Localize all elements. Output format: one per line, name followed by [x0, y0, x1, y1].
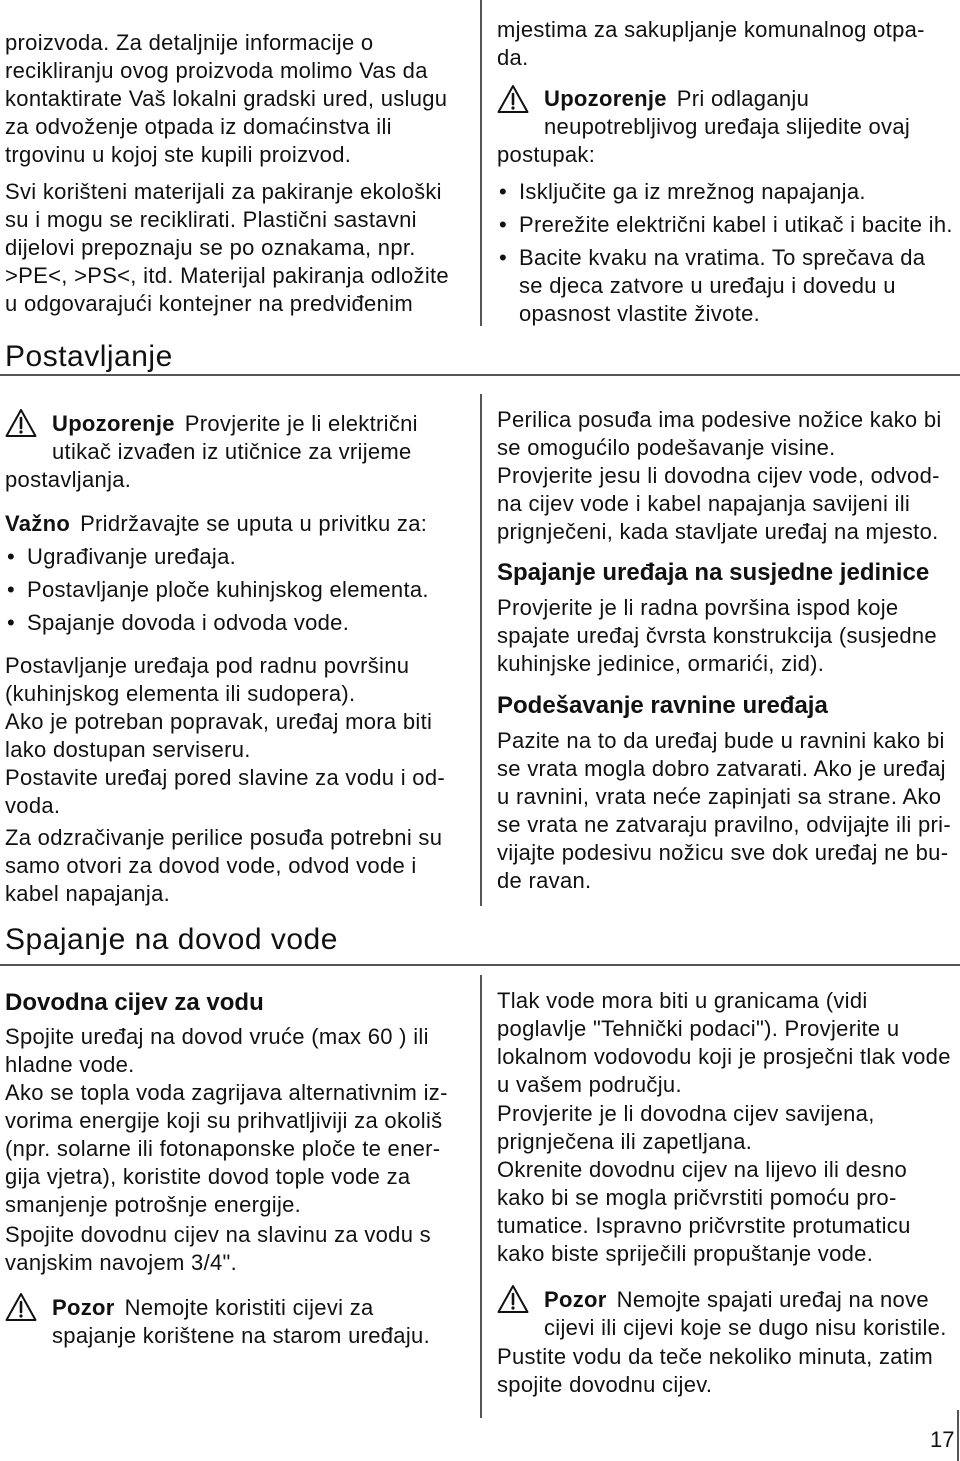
section-rule: [0, 964, 960, 966]
warning-label: Upozorenje: [52, 411, 175, 436]
text-line: lokalnom vodovodu koji je prosječni tlak vode: [497, 1044, 951, 1069]
text-line: mjestima za sakupljanje komunalnog otpa-: [497, 17, 925, 42]
text-line: vorima energije koji su prihvatljiviji za okoliš: [5, 1108, 443, 1133]
text-line: prignječena ili zapetljana.: [497, 1129, 753, 1154]
section-title-water-inlet: Spajanje na dovod vode: [5, 923, 338, 956]
text-line: trgovinu u kojoj ste kupili proizvod.: [5, 142, 352, 167]
text-line: postavljanja.: [5, 467, 132, 492]
subsection-title-leveling: Podešavanje ravnine uređaja: [497, 692, 828, 719]
caution-label: Pozor: [544, 1287, 607, 1312]
text-line: proizvoda. Za detaljnije informacije o: [5, 30, 374, 55]
text-line: Provjerite jesu li dovodna cijev vode, odvod-: [497, 463, 940, 488]
warning-text: Pri odlaganju: [676, 86, 810, 111]
list-item: [5, 543, 429, 571]
disposal-steps-list: [497, 178, 953, 328]
text-line: (kuhinjskog elementa ili sudopera).: [5, 681, 356, 706]
caution-label: Pozor: [52, 1295, 115, 1320]
important-text: Pridržavajte se uputa u privitku za:: [80, 511, 428, 536]
warning-label: Upozorenje: [544, 86, 667, 111]
text-line: (npr. solarne ili fotonaponske ploče te ener-: [5, 1136, 441, 1161]
text-line: kabel napajanja.: [5, 881, 171, 906]
text-line: tumatice. Ispravno pričvrstite protumaticu: [497, 1213, 911, 1238]
text-line: za odvoženje otpada iz domaćinstva ili: [5, 114, 392, 139]
text-line: Spojite uređaj na dovod vruće (max 60 ) ili: [5, 1024, 429, 1049]
text-line: prignječeni, kada stavljate uređaj na mjesto.: [497, 519, 939, 544]
text-line: recikliranju ovog proizvoda molimo Vas da: [5, 58, 428, 83]
text-line: na cijev vode i kabel napajanja savijeni ili: [497, 491, 911, 516]
caution-old-hoses: [5, 1294, 430, 1350]
page-edge-rule: [957, 1410, 959, 1461]
column-divider: [480, 394, 482, 906]
column-divider: [480, 0, 482, 326]
list-item: [5, 609, 429, 637]
packaging-paragraph-continued: [497, 16, 925, 72]
section-title-installation: Postavljanje: [5, 340, 173, 373]
text-line: Pazite na to da uređaj bude u ravnini kako bi: [497, 728, 945, 753]
subsection-title-adjacent-units: Spajanje uređaja na susjedne jedinice: [497, 559, 930, 586]
text-line: Pustite vodu da teče nekoliko minuta, zatim: [497, 1344, 934, 1369]
recycling-paragraph: [5, 29, 447, 169]
bullet-glyph: •: [7, 544, 16, 569]
text-line: >PE<, >PS<, itd. Materijal pakiranja odložite: [5, 263, 449, 288]
section-rule: [0, 374, 960, 376]
caution-text: Nemojte spajati uređaj na nove: [616, 1287, 929, 1312]
bullet-glyph: •: [499, 212, 508, 237]
bullet-glyph: •: [7, 577, 16, 602]
page-number: 17: [930, 1427, 955, 1452]
list-item: [497, 178, 953, 206]
list-item-text: Ugrađivanje uređaja.: [27, 544, 237, 569]
list-item-text: Spajanje dovoda i odvoda vode.: [27, 610, 350, 635]
text-line: neupotrebljivog uređaja slijedite ovaj: [544, 114, 911, 139]
text-line: spajanje korištene na starom uređaju.: [52, 1323, 430, 1348]
text-line: hladne vode.: [5, 1052, 135, 1077]
text-line: poglavlje "Tehnički podaci"). Provjerite u: [497, 1016, 900, 1041]
caution-first-line: [5, 1294, 430, 1322]
kink-check-paragraph: [497, 1100, 875, 1156]
warning-first-line: [5, 410, 418, 438]
text-line: kako bi se mogla pričvrstiti pomoću pro-: [497, 1185, 897, 1210]
column-divider: [480, 975, 482, 1418]
text-line: Spojite dovodnu cijev na slavinu za vodu s: [5, 1222, 431, 1247]
locknut-paragraph: [497, 1156, 911, 1268]
adjustable-feet-paragraph: [497, 406, 942, 462]
list-item-text: opasnost vlastite živote.: [519, 301, 761, 326]
text-line: postupak:: [497, 142, 596, 167]
packaging-paragraph: [5, 178, 449, 318]
text-line: kontaktirate Vaš lokalni gradski ured, uslugu: [5, 86, 448, 111]
text-line: se omogućilo podešavanje visine.: [497, 435, 836, 460]
under-worktop-paragraph: [5, 652, 409, 708]
text-line: Ako je potreban popravak, uređaj mora biti: [5, 709, 433, 734]
text-line: smanjenje potrošnje energije.: [5, 1192, 302, 1217]
text-line: u ravnini, vrata neće zapinjati sa strane. Ako: [497, 784, 942, 809]
warning-text: Provjerite je li električni: [184, 411, 418, 436]
text-line: kuhinjske jedinice, ormarići, zid).: [497, 651, 825, 676]
disposal-warning: [497, 85, 910, 169]
near-tap-paragraph: [5, 764, 445, 820]
list-item: [497, 211, 953, 239]
list-item-text: Prerežite električni kabel i utikač i bacite ih.: [519, 212, 953, 237]
flush-paragraph: [497, 1343, 933, 1399]
bullet-glyph: •: [499, 179, 508, 204]
text-line: se vrata mogla dobro zatvarati. Ako je uređaj: [497, 756, 946, 781]
text-line: Postavite uređaj pored slavine za vodu i od-: [5, 765, 446, 790]
tap-thread-paragraph: [5, 1221, 431, 1277]
text-line: Postavljanje uređaja pod radnu površinu: [5, 653, 410, 678]
text-line: voda.: [5, 793, 61, 818]
caution-first-line: [497, 1286, 947, 1314]
text-line: u odgovarajući kontejner na predviđenim: [5, 291, 413, 316]
bullet-glyph: •: [7, 610, 16, 635]
text-line: vijajte podesivu nožicu sve dok uređaj ne bu-: [497, 840, 949, 865]
supply-paragraph: [5, 1023, 429, 1079]
important-list: [5, 543, 429, 642]
list-item-continuation: [497, 300, 953, 328]
text-line: Tlak vode mora biti u granicama (vidi: [497, 988, 868, 1013]
list-item-text: Isključite ga iz mrežnog napajanja.: [519, 179, 866, 204]
list-item: [5, 576, 429, 604]
text-line: Provjerite je li radna površina ispod koje: [497, 595, 899, 620]
alt-energy-paragraph: [5, 1079, 448, 1219]
subsection-title-inlet-hose: Dovodna cijev za vodu: [5, 989, 264, 1016]
text-line: samo otvori za dovod vode, odvod vode i: [5, 853, 417, 878]
important-note: [5, 510, 427, 538]
text-line: kako biste spriječili propuštanje vode.: [497, 1241, 874, 1266]
text-line: vanjskim navojem 3/4".: [5, 1250, 238, 1275]
text-line: su i mogu se reciklirati. Plastični sastavni: [5, 207, 417, 232]
important-label: Važno: [5, 511, 71, 536]
warning-first-line: [497, 85, 910, 113]
text-line: Perilica posuđa ima podesive nožice kako bi: [497, 407, 942, 432]
text-line: lako dostupan serviseru.: [5, 737, 251, 762]
text-line: dijelovi prepoznaju se po oznakama, npr.: [5, 235, 416, 260]
pressure-paragraph: [497, 987, 951, 1099]
text-line: spojite dovodnu cijev.: [497, 1372, 713, 1397]
text-line: spajate uređaj čvrsta konstrukcija (susjedne: [497, 623, 937, 648]
text-line: utikač izvađen iz utičnice za vrijeme: [52, 439, 412, 464]
important-line: [5, 510, 427, 538]
openings-paragraph: [5, 824, 442, 908]
text-line: u vašem području.: [497, 1072, 682, 1097]
list-item-text: Postavljanje ploče kuhinjskog elementa.: [27, 577, 429, 602]
text-line: Za odzračivanje perilice posuđa potrebni su: [5, 825, 443, 850]
caution-text: Nemojte koristiti cijevi za: [124, 1295, 374, 1320]
text-line: se vrata ne zatvaraju pravilno, odvijajte ili pri-: [497, 812, 951, 837]
text-line: Svi korišteni materijali za pakiranje ekološki: [5, 179, 442, 204]
text-line: de ravan.: [497, 868, 592, 893]
installation-warning: [5, 410, 418, 494]
list-item: [497, 244, 953, 272]
leveling-paragraph: [497, 727, 951, 895]
text-line: Ako se topla voda zagrijava alternativnim iz-: [5, 1080, 448, 1105]
hose-check-paragraph: [497, 462, 940, 546]
text-line: Provjerite je li dovodna cijev savijena,: [497, 1101, 875, 1126]
text-line: Okrenite dovodnu cijev na lijevo ili desno: [497, 1157, 908, 1182]
list-item-text: se djeca zatvore u uređaju i dovedu u: [519, 273, 896, 298]
service-access-paragraph: [5, 708, 432, 764]
caution-new-pipes: [497, 1286, 947, 1342]
text-line: gija vjetra), koristite dovod tople vode za: [5, 1164, 411, 1189]
text-line: cijevi ili cijevi koje se dugo nisu koristile.: [544, 1315, 947, 1340]
text-line: da.: [497, 45, 529, 70]
list-item-continuation: [497, 272, 953, 300]
bullet-glyph: •: [499, 245, 508, 270]
list-item-text: Bacite kvaku na vratima. To sprečava da: [519, 245, 926, 270]
adjacent-units-paragraph: [497, 594, 937, 678]
